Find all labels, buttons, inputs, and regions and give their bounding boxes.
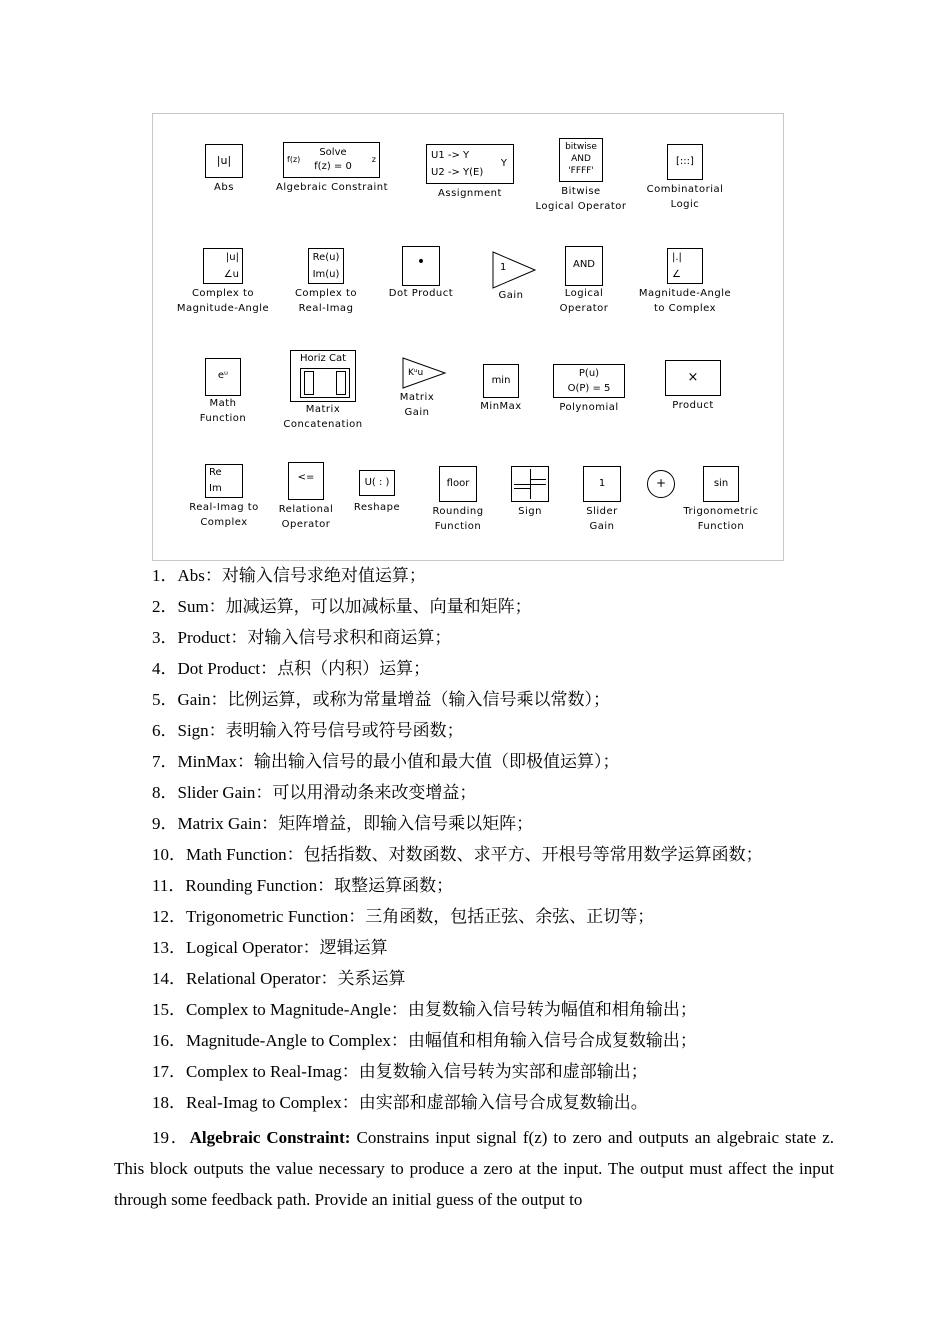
block-caption: Complex to Real-Imag xyxy=(294,288,358,314)
polynomial-icon: P(u) O(P) = 5 xyxy=(553,364,625,398)
combinatorial-logic-icon: [:::] xyxy=(667,144,703,180)
slider-gain-icon: 1 xyxy=(583,466,621,502)
assignment-icon: U1 -> Y U2 -> Y(E) Y xyxy=(426,144,514,184)
reshape-icon: U( : ) xyxy=(359,470,395,496)
dot-product-icon: • xyxy=(402,246,440,286)
logical-operator-icon: AND xyxy=(565,246,603,286)
block-caption: Algebraic Constraint xyxy=(275,182,388,193)
complex-to-real-imag-icon: Re(u) Im(u) xyxy=(308,248,344,284)
block-caption: Slider Gain xyxy=(586,506,618,532)
block-caption: Gain xyxy=(498,290,524,301)
list-item: 12．Trigonometric Function：三角函数，包括正弦、余弦、正切等； xyxy=(152,907,655,926)
block-caption: Dot Product xyxy=(388,288,454,299)
magnitude-angle-to-complex-icon: |.| ∠ xyxy=(667,248,703,284)
real-imag-to-complex-icon: Re Im xyxy=(205,464,243,498)
block-caption: Product xyxy=(672,400,714,411)
trigonometric-function-icon: sin xyxy=(703,466,739,502)
block-caption: Trigonometric Function xyxy=(683,506,759,532)
block-caption: Complex to Magnitude-Angle xyxy=(176,288,270,314)
sum-circle-icon: + xyxy=(647,470,675,498)
list-item: 16．Magnitude-Angle to Complex：由幅值和相角输入信号合成复数输出； xyxy=(152,1031,697,1050)
block-caption: Combinatorial Logic xyxy=(646,184,724,210)
list-item: 6．Sign：表明输入符号信号或符号函数； xyxy=(152,721,464,740)
list-item: 2．Sum：加减运算，可以加减标量、向量和矩阵； xyxy=(152,597,532,616)
block-caption: Math Function xyxy=(199,398,247,424)
complex-to-magnitude-angle-icon: |u| ∠u xyxy=(203,248,243,284)
block-caption: Assignment xyxy=(438,188,502,199)
block-caption: Reshape xyxy=(353,502,401,513)
gain-triangle-icon xyxy=(491,250,537,290)
simulink-math-library-figure xyxy=(152,113,784,561)
rounding-function-icon: floor xyxy=(439,466,477,502)
list-item: 11．Rounding Function：取整运算函数； xyxy=(152,876,454,895)
list-item: 3．Product：对输入信号求积和商运算； xyxy=(152,628,452,647)
algebraic-constraint-icon: f(z) Solve f(z) = 0 z xyxy=(283,142,380,178)
block-caption: Matrix Concatenation xyxy=(283,404,363,430)
list-item: 9．Matrix Gain：矩阵增益，即输入信号乘以矩阵； xyxy=(152,814,534,833)
block-caption: Abs xyxy=(214,182,234,193)
block-caption: Bitwise Logical Operator xyxy=(535,186,627,212)
block-caption: Logical Operator xyxy=(559,288,609,314)
list-item: 1．Abs：对输入信号求绝对值运算； xyxy=(152,566,426,585)
list-item: 15．Complex to Magnitude-Angle：由复数输入信号转为幅值和相角输出； xyxy=(152,1000,697,1019)
relational-operator-icon: <= xyxy=(288,462,324,500)
abs-icon: |u| xyxy=(205,144,243,178)
block-caption: MinMax xyxy=(480,401,522,412)
sign-icon xyxy=(511,466,549,502)
block-caption: Relational Operator xyxy=(278,504,334,530)
block-caption: Rounding Function xyxy=(432,506,484,532)
block-caption: Real-Imag to Complex xyxy=(189,502,259,528)
paragraph-term: Algebraic Constraint: xyxy=(189,1128,351,1147)
list-item: 7．MinMax：输出输入信号的最小值和最大值（即极值运算）； xyxy=(152,752,620,771)
list-item: 4．Dot Product：点积（内积）运算； xyxy=(152,659,431,678)
list-item: 13．Logical Operator：逻辑运算 xyxy=(152,938,388,957)
gain-value: 1 xyxy=(500,262,507,273)
matrix-gain-value: Kᵘu xyxy=(408,368,424,378)
list-item: 8．Slider Gain：可以用滑动条来改变增益； xyxy=(152,783,477,802)
bitwise-operator-icon: bitwise AND 'FFFF' xyxy=(559,138,603,182)
list-item: 5．Gain：比例运算，或称为常量增益（输入信号乘以常数）； xyxy=(152,690,611,709)
paragraph-text: Constrains input signal f(z) to zero and outputs an algebraic state z. This block outputs the value necessary to produce a zero at the input. The output must affect the input through some feedback path. Provide an initial guess of the output to xyxy=(114,1128,835,1209)
list-item: 17．Complex to Real-Imag：由复数输入信号转为实部和虚部输出； xyxy=(152,1062,648,1081)
list-item: 18．Real-Imag to Complex：由实部和虚部输入信号合成复数输出。 xyxy=(152,1093,648,1112)
paragraph-number: 19． xyxy=(152,1128,190,1147)
block-caption: Sign xyxy=(518,506,542,517)
block-caption: Matrix Gain xyxy=(399,392,435,418)
algebraic-constraint-paragraph xyxy=(114,1122,834,1215)
minmax-icon: min xyxy=(483,364,519,398)
block-caption: Polynomial xyxy=(559,402,619,413)
list-item: 10．Math Function：包括指数、对数函数、求平方、开根号等常用数学运算函数； xyxy=(152,845,763,864)
matrix-concatenation-icon: Horiz Cat xyxy=(290,350,356,402)
list-item: 14．Relational Operator：关系运算 xyxy=(152,969,406,988)
block-caption: Magnitude-Angle to Complex xyxy=(638,288,732,314)
math-function-icon: eᵘ xyxy=(205,358,241,396)
product-icon: × xyxy=(665,360,721,396)
